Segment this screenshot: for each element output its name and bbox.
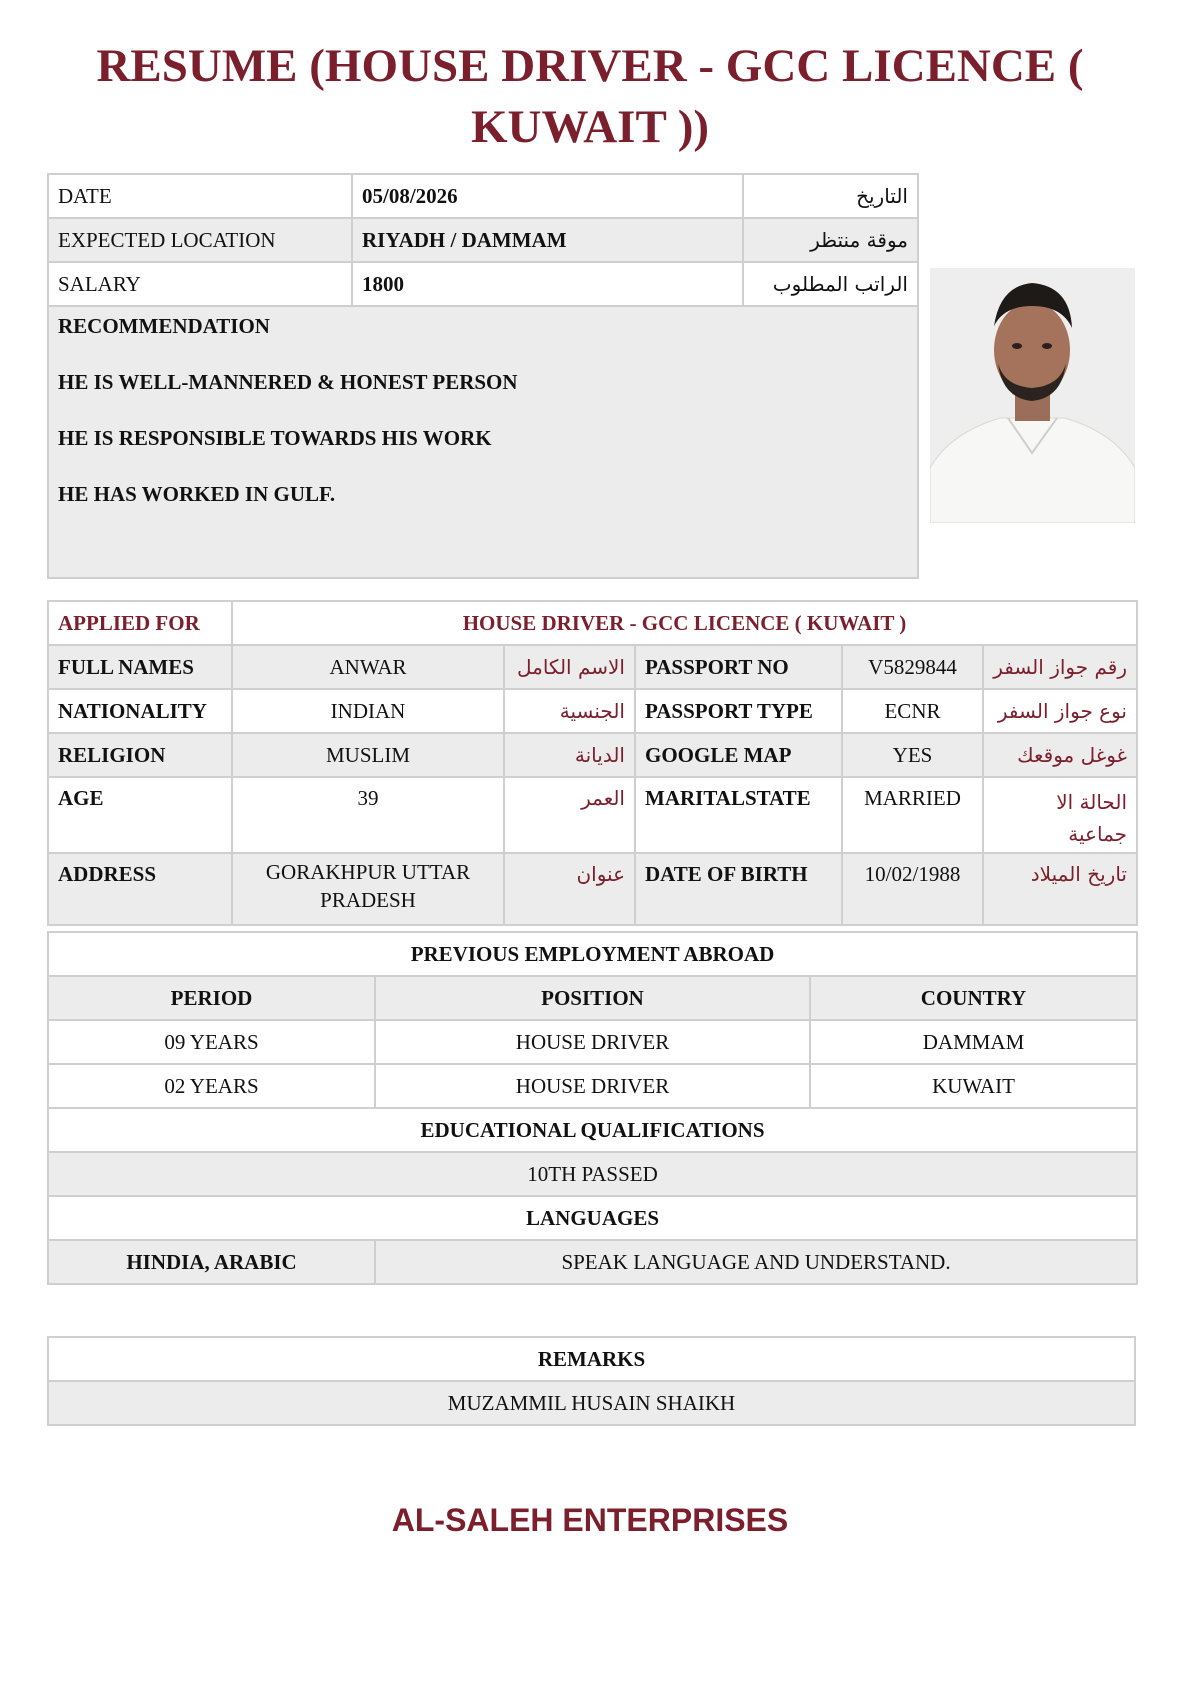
- position-cell: HOUSE DRIVER: [375, 1020, 810, 1064]
- employment-heading: PREVIOUS EMPLOYMENT ABROAD: [48, 932, 1137, 976]
- applied-for-label: APPLIED FOR: [48, 601, 232, 645]
- recommendation-cell: [48, 306, 918, 578]
- passport-type-label-ar: نوع جواز السفر: [983, 689, 1137, 733]
- passport-no-value: V5829844: [842, 645, 983, 689]
- full-name-value: ANWAR: [232, 645, 504, 689]
- column-header-country: COUNTRY: [810, 976, 1137, 1020]
- marital-value: MARRIED: [842, 777, 983, 853]
- education-value: 10TH PASSED: [48, 1152, 1137, 1196]
- marital-label: MARITALSTATE: [635, 777, 842, 853]
- details-table: [47, 600, 1138, 926]
- religion-value: MUSLIM: [232, 733, 504, 777]
- education-heading: EDUCATIONAL QUALIFICATIONS: [48, 1108, 1137, 1152]
- religion-label-ar: الديانة: [504, 733, 635, 777]
- salary-label: SALARY: [48, 262, 352, 306]
- detail-row: [48, 733, 1137, 777]
- full-name-label: FULL NAMES: [48, 645, 232, 689]
- religion-label: RELIGION: [48, 733, 232, 777]
- languages-level: SPEAK LANGUAGE AND UNDERSTAND.: [375, 1240, 1137, 1284]
- candidate-photo-portrait: [930, 268, 1135, 523]
- location-label: EXPECTED LOCATION: [48, 218, 352, 262]
- position-cell: HOUSE DRIVER: [375, 1064, 810, 1108]
- employment-heading-row: [48, 932, 1137, 976]
- dob-value: 10/02/1988: [842, 853, 983, 925]
- remarks-table: [47, 1336, 1136, 1426]
- languages-heading-row: [48, 1196, 1137, 1240]
- languages-list: HINDIA, ARABIC: [48, 1240, 375, 1284]
- google-map-label: GOOGLE MAP: [635, 733, 842, 777]
- location-value: RIYADH / DAMMAM: [352, 218, 743, 262]
- column-header-period: PERIOD: [48, 976, 375, 1020]
- education-heading-row: [48, 1108, 1137, 1152]
- languages-row: [48, 1240, 1137, 1284]
- nationality-label-ar: الجنسية: [504, 689, 635, 733]
- table-row: [48, 1064, 1137, 1108]
- remarks-value: MUZAMMIL HUSAIN SHAIKH: [48, 1381, 1135, 1425]
- date-value: 05/08/2026: [352, 174, 743, 218]
- marital-label-ar: الحالة الا جماعية: [983, 777, 1137, 853]
- detail-row: [48, 777, 1137, 853]
- detail-row: [48, 689, 1137, 733]
- remarks-heading-row: [48, 1337, 1135, 1381]
- address-value: GORAKHPUR UTTAR PRADESH: [232, 853, 504, 925]
- company-name: AL-SALEH ENTERPRISES: [391, 1502, 789, 1538]
- google-map-label-ar: غوغل موقعك: [983, 733, 1137, 777]
- address-label: ADDRESS: [48, 853, 232, 925]
- education-row: [48, 1152, 1137, 1196]
- nationality-value: INDIAN: [232, 689, 504, 733]
- remarks-heading: REMARKS: [48, 1337, 1135, 1381]
- country-cell: DAMMAM: [810, 1020, 1137, 1064]
- detail-row: [48, 853, 1137, 925]
- salary-row: [48, 262, 918, 306]
- passport-no-label-ar: رقم جواز السفر: [983, 645, 1137, 689]
- passport-type-label: PASSPORT TYPE: [635, 689, 842, 733]
- age-label-ar: العمر: [504, 777, 635, 853]
- employment-header-row: [48, 976, 1137, 1020]
- page-title: RESUME (HOUSE DRIVER - GCC LICENCE ( KUWAIT )): [96, 40, 1084, 153]
- recommendation-line: HE IS WELL-MANNERED & HONEST PERSON: [58, 370, 518, 394]
- employment-table: [47, 931, 1138, 1285]
- date-label-ar: التاريخ: [743, 174, 918, 218]
- recommendation-line: HE HAS WORKED IN GULF.: [58, 482, 336, 506]
- date-row: [48, 174, 918, 218]
- passport-type-value: ECNR: [842, 689, 983, 733]
- applied-for-row: [48, 601, 1137, 645]
- summary-table: [47, 173, 919, 579]
- dob-label: DATE OF BIRTH: [635, 853, 842, 925]
- passport-no-label: PASSPORT NO: [635, 645, 842, 689]
- age-label: AGE: [48, 777, 232, 853]
- date-label: DATE: [48, 174, 352, 218]
- location-label-ar: موقة منتظر: [743, 218, 918, 262]
- languages-heading: LANGUAGES: [48, 1196, 1137, 1240]
- country-cell: KUWAIT: [810, 1064, 1137, 1108]
- age-value: 39: [232, 777, 504, 853]
- location-row: [48, 218, 918, 262]
- salary-label-ar: الراتب المطلوب: [743, 262, 918, 306]
- recommendation-row: [48, 306, 918, 578]
- column-header-position: POSITION: [375, 976, 810, 1020]
- recommendation-heading: RECOMMENDATION: [58, 314, 270, 338]
- period-cell: 02 YEARS: [48, 1064, 375, 1108]
- address-label-ar: عنوان: [504, 853, 635, 925]
- google-map-value: YES: [842, 733, 983, 777]
- detail-row: [48, 645, 1137, 689]
- remarks-row: [48, 1381, 1135, 1425]
- full-name-label-ar: الاسم الكامل: [504, 645, 635, 689]
- dob-label-ar: تاريخ الميلاد: [983, 853, 1137, 925]
- nationality-label: NATIONALITY: [48, 689, 232, 733]
- salary-value: 1800: [352, 262, 743, 306]
- recommendation-line: HE IS RESPONSIBLE TOWARDS HIS WORK: [58, 426, 492, 450]
- candidate-photo: [930, 268, 1135, 523]
- table-row: [48, 1020, 1137, 1064]
- applied-for-value: HOUSE DRIVER - GCC LICENCE ( KUWAIT ): [232, 601, 1137, 645]
- period-cell: 09 YEARS: [48, 1020, 375, 1064]
